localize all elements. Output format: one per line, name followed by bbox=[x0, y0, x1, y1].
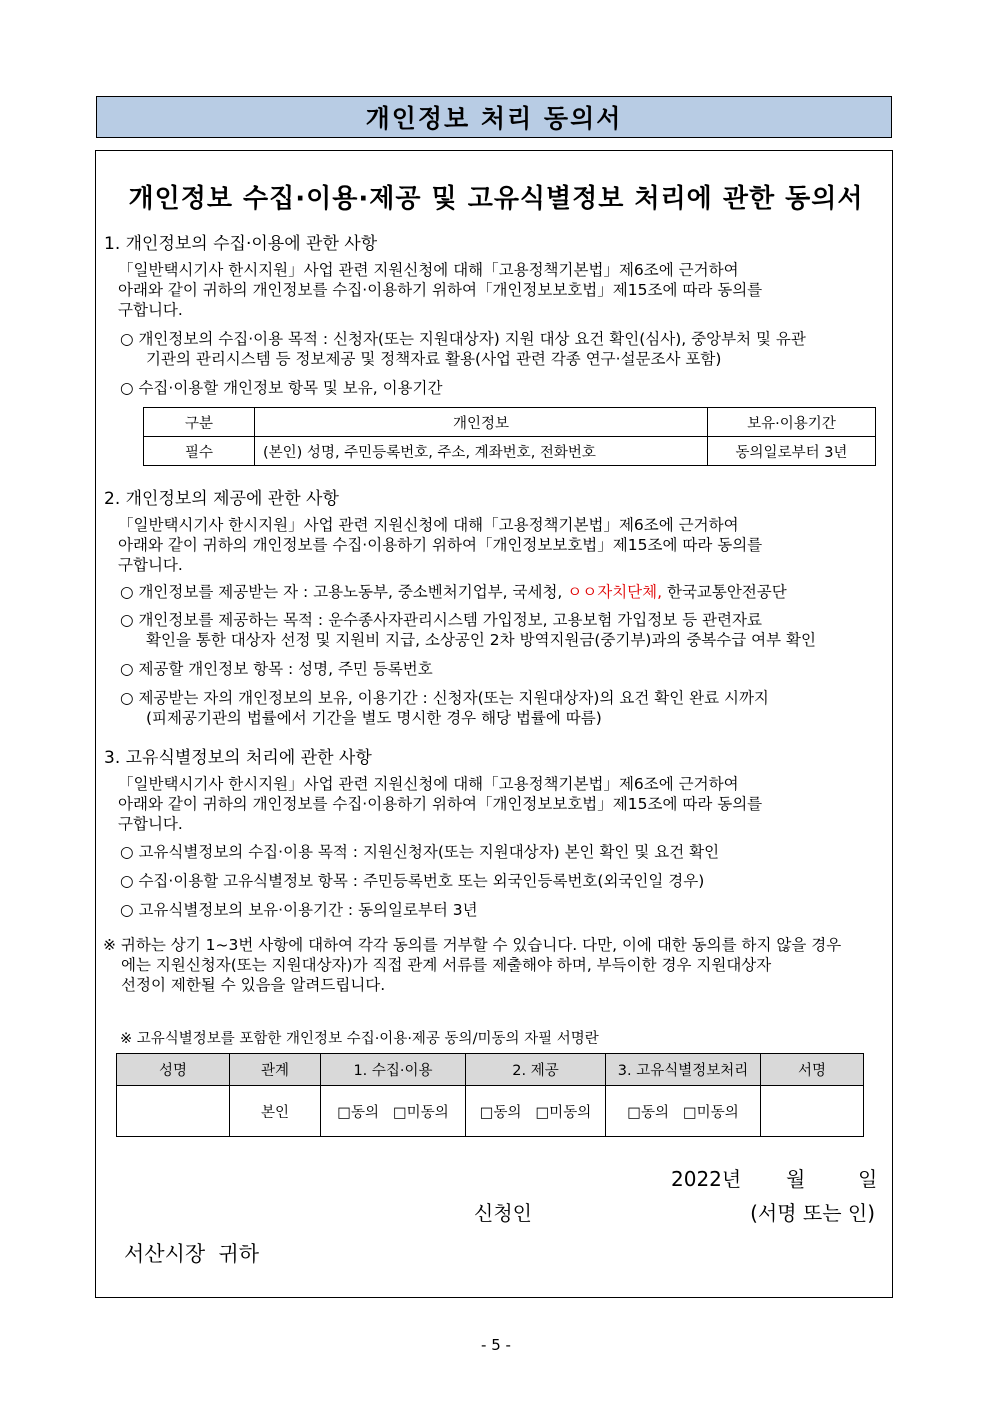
table-row bbox=[117, 1086, 864, 1137]
intro-line-2: 아래와 같이 귀하의 개인정보를 수집·이용하기 위하여「개인정보보호법」제15조에 따라 동의를 bbox=[118, 536, 763, 554]
header-unique-id: 3. 고유식별정보처리 bbox=[606, 1054, 761, 1086]
section1-title: 1. 개인정보의 수집·이용에 관한 사항 bbox=[104, 234, 378, 254]
table-header-row bbox=[117, 1054, 864, 1086]
personal-info-table bbox=[143, 407, 876, 466]
date-month: 월 bbox=[786, 1167, 806, 1191]
intro-line-3: 구합니다. bbox=[118, 301, 183, 319]
signature-input-cell[interactable] bbox=[761, 1086, 864, 1137]
table-header-row bbox=[144, 408, 876, 437]
intro-line-1: 「일반택시기사 한시지원」사업 관련 지원신청에 대해「고용정책기본법」제6조에 근거하여 bbox=[118, 775, 739, 793]
table-cell: (본인) 성명, 주민등록번호, 주소, 계좌번호, 전화번호 bbox=[255, 437, 708, 466]
header-collect-use: 1. 수집·이용 bbox=[321, 1054, 466, 1086]
local-government-placeholder: ㅇㅇ자치단체, bbox=[567, 583, 663, 601]
disagree-checkbox[interactable]: □미동의 bbox=[535, 1104, 592, 1121]
section3-intro bbox=[118, 774, 878, 834]
section2-bullet-purpose: ○ 개인정보를 제공하는 목적 : 운수종사자관리시스템 가입정보, 고용보험 가입정보 등 관련자료 확인을 통한 대상자 선정 및 지원비 지급, 소상공인 2차 방역지원금(중기부)과의 중복수급 여부 확인 bbox=[120, 611, 816, 649]
table-cell: 동의일로부터 3년 bbox=[708, 437, 876, 466]
intro-line-3: 구합니다. bbox=[118, 815, 183, 833]
name-input-cell[interactable] bbox=[117, 1086, 230, 1137]
table-header-cell: 구분 bbox=[144, 408, 255, 437]
disagree-checkbox[interactable]: □미동의 bbox=[682, 1104, 739, 1121]
header-relation: 관계 bbox=[230, 1054, 321, 1086]
intro-line-1: 「일반택시기사 한시지원」사업 관련 지원신청에 대해「고용정책기본법」제6조에 근거하여 bbox=[118, 261, 739, 279]
agree-checkbox[interactable]: □동의 bbox=[627, 1104, 669, 1121]
table-row bbox=[144, 437, 876, 466]
relation-cell: 본인 bbox=[230, 1086, 321, 1137]
section2-bullet-items: ○ 제공할 개인정보 항목 : 성명, 주민 등록번호 bbox=[120, 660, 433, 678]
intro-line-2: 아래와 같이 귀하의 개인정보를 수집·이용하기 위하여「개인정보보호법」제15조에 따라 동의를 bbox=[118, 281, 763, 299]
disagree-checkbox[interactable]: □미동의 bbox=[392, 1104, 449, 1121]
section3-bullet-retention: ○ 고유식별정보의 보유·이용기간 : 동의일로부터 3년 bbox=[120, 901, 478, 919]
section2-bullet-recipients: ○ 개인정보를 제공받는 자 : 고용노동부, 중소벤처기업부, 국세청, ㅇㅇ자치단체, 한국교통안전공단 bbox=[120, 583, 787, 601]
sign-or-seal-label: (서명 또는 인) bbox=[750, 1201, 875, 1225]
table-header-cell: 보유·이용기간 bbox=[708, 408, 876, 437]
section2-intro bbox=[118, 515, 878, 575]
agree-checkbox[interactable]: □동의 bbox=[337, 1104, 379, 1121]
section1-bullet-purpose: ○ 개인정보의 수집·이용 목적 : 신청자(또는 지원대상자) 지원 대상 요건 확인(심사), 중앙부처 및 유관 기관의 관리시스템 등 정보제공 및 정책자료 활용(사업 관련 각종 연구·설문조사 포함) bbox=[120, 330, 806, 368]
intro-line-2: 아래와 같이 귀하의 개인정보를 수집·이용하기 위하여「개인정보보호법」제15조에 따라 동의를 bbox=[118, 795, 763, 813]
section3-bullet-items: ○ 수집·이용할 고유식별정보 항목 : 주민등록번호 또는 외국인등록번호(외국인일 경우) bbox=[120, 872, 705, 890]
header-signature: 서명 bbox=[761, 1054, 864, 1086]
section3-title: 3. 고유식별정보의 처리에 관한 사항 bbox=[104, 748, 372, 768]
section1-intro bbox=[118, 260, 878, 320]
section1-bullet-items: ○ 수집·이용할 개인정보 항목 및 보유, 이용기간 bbox=[120, 379, 443, 397]
section2-bullet-retention: ○ 제공받는 자의 개인정보의 보유, 이용기간 : 신청자(또는 지원대상자)의 요건 확인 완료 시까지 (피제공기관의 법률에서 기간을 별도 명시한 경우 해당 법률에 따름) bbox=[120, 689, 769, 727]
section2-title: 2. 개인정보의 제공에 관한 사항 bbox=[104, 489, 339, 509]
intro-line-1: 「일반택시기사 한시지원」사업 관련 지원신청에 대해「고용정책기본법」제6조에 근거하여 bbox=[118, 516, 739, 534]
collect-use-consent-cell bbox=[321, 1086, 466, 1137]
signature-table-caption: ※ 고유식별정보를 포함한 개인정보 수집·이용·제공 동의/미동의 자필 서명란 bbox=[120, 1031, 599, 1047]
document-heading: 개인정보 수집·이용·제공 및 고유식별정보 처리에 관한 동의서 bbox=[128, 184, 864, 214]
agree-checkbox[interactable]: □동의 bbox=[479, 1104, 522, 1121]
signature-table bbox=[116, 1053, 864, 1137]
date-day: 일 bbox=[858, 1167, 878, 1191]
date-year: 2022년 bbox=[671, 1167, 742, 1191]
page-number: - 5 - bbox=[481, 1336, 511, 1354]
table-cell: 필수 bbox=[144, 437, 255, 466]
unique-id-consent-cell bbox=[606, 1086, 761, 1137]
provide-consent-cell bbox=[466, 1086, 606, 1137]
addressee: 서산시장 귀하 bbox=[124, 1242, 260, 1266]
table-header-cell: 개인정보 bbox=[255, 408, 708, 437]
refusal-notice: ※ 귀하는 상기 1~3번 사항에 대하여 각각 동의를 거부할 수 있습니다. 다만, 이에 대한 동의를 하지 않을 경우 에는 지원신청자(또는 지원대상자)가 직접 관계 서류를 제출해야 하며, 부득이한 경우 지원대상자 선정이 제한될 수 있음을 알려드립니다. bbox=[103, 936, 842, 994]
applicant-label: 신청인 bbox=[474, 1201, 532, 1225]
page-title: 개인정보 처리 동의서 bbox=[96, 96, 892, 138]
header-provide: 2. 제공 bbox=[466, 1054, 606, 1086]
intro-line-3: 구합니다. bbox=[118, 556, 183, 574]
header-name: 성명 bbox=[117, 1054, 230, 1086]
section3-bullet-purpose: ○ 고유식별정보의 수집·이용 목적 : 지원신청자(또는 지원대상자) 본인 확인 및 요건 확인 bbox=[120, 843, 720, 861]
